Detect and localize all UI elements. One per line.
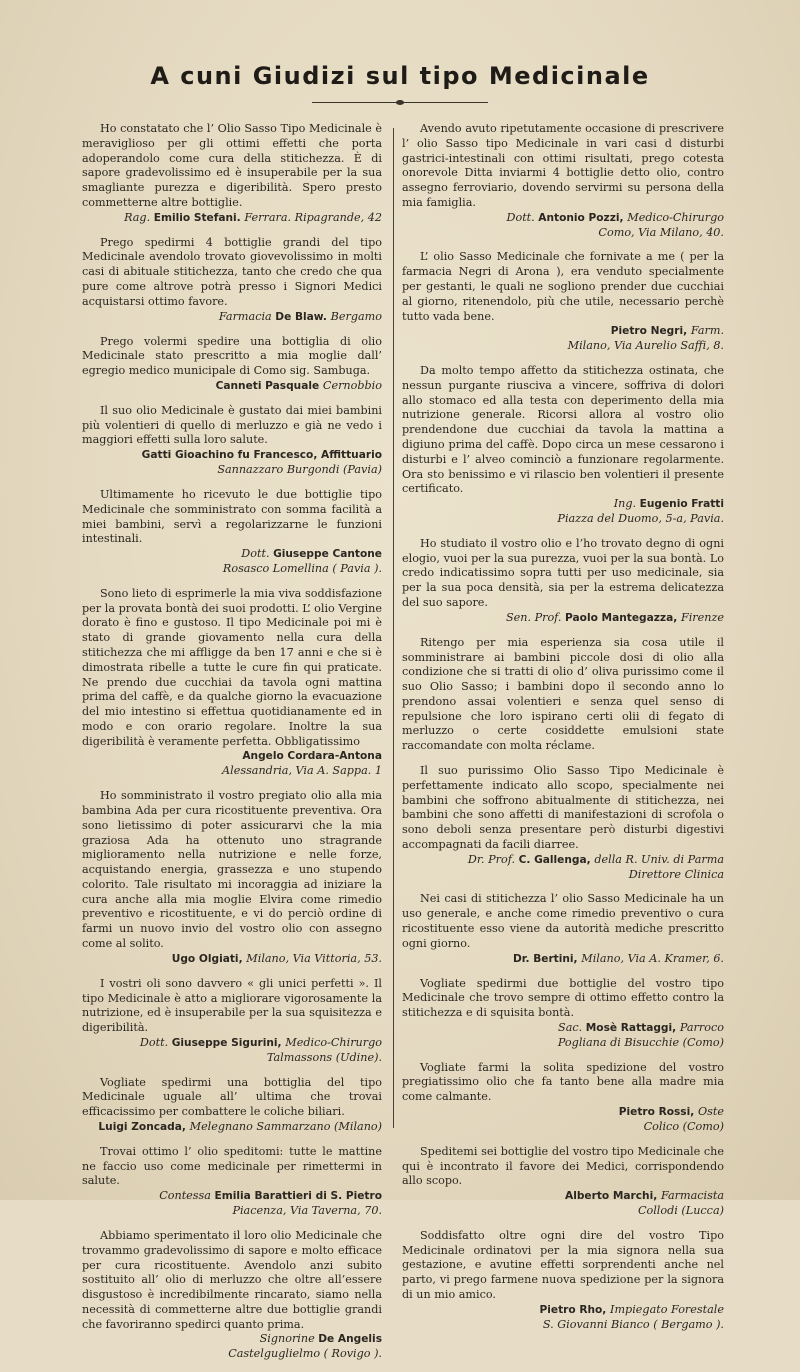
signature-name: Gatti Gioachino fu Francesco, Affittuario [141, 449, 382, 462]
testimonial-signature [402, 1189, 724, 1204]
signature-location: Piacenza, Via Taverna, 70. [232, 1204, 382, 1218]
signature-location: Castelguglielmo ( Rovigo ). [228, 1347, 382, 1361]
testimonial-signature [82, 448, 382, 463]
testimonial-text: Ho studiato il vostro olio e l’ho trovato degno di ogni elogio, vuoi per la sua purezza, vuoi per la sua bontà. Lo credo indicatissimo sopra tutti per uso medicinale, sia per la sua poca densità, sia per la estrema delicatezza del suo sapore. [402, 536, 724, 609]
signature-name: Giuseppe Cantone [273, 548, 382, 561]
testimonial-signature [402, 611, 724, 626]
signature-name: Giuseppe Sigurini, [171, 1036, 286, 1049]
signature-prefix: Dott. [506, 210, 539, 224]
testimonial-entry [402, 1145, 724, 1219]
testimonial-signature [82, 1120, 382, 1135]
signature-prefix: Farmacia [218, 309, 276, 323]
signature-name: Pietro Negri, [610, 325, 691, 338]
signature-name: Eugenio Fratti [639, 498, 724, 511]
testimonial-signature [82, 547, 382, 562]
signature-name: Pietro Rho, [539, 1303, 611, 1316]
testimonial-signature [82, 379, 382, 394]
signature-suffix: Cernobbio [322, 378, 382, 392]
left-column [82, 122, 382, 1372]
testimonial-text: Avendo avuto ripetutamente occasione di prescrivere l’ olio Sasso tipo Medicinale in vari casi d disturbi gastrici-intestinali con ottimi risultati, prego cotesta onorevole Ditta inviarmi 4 bottiglie detto olio, contro assegno ferroviario, dovendo servirmi su persona della mia famiglia. [402, 122, 724, 209]
testimonial-entry [402, 1061, 724, 1135]
testimonial-entry [82, 587, 382, 779]
testimonial-entry [82, 488, 382, 577]
testimonial-text: Da molto tempo affetto da stitichezza ostinata, che nessun purgante riusciva a vincere, soffriva di dolori allo stomaco ed alla testa con deperimento della mia nutrizione generale. Ricorsi allora al vostro olio prendendone due cucchiai da tavola la mattina a digiuno prima del caffè. Dopo circa un mese cessarono i disturbi e l’ alveo cominciò a funzionare regolarmente. Ora sto benissimo e vi rilascio ben volentieri il presente certificato. [402, 364, 724, 496]
signature-location: Sannazzaro Burgondi (Pavia) [217, 463, 382, 477]
signature-name: Emilia Barattieri di S. Pietro [214, 1190, 382, 1203]
testimonial-text: Ho somministrato il vostro pregiato olio alla mia bambina Ada per cura ricostituente preventiva. Ora sono lietissimo di poter assicurarvi che la mia graziosa Ada ha ottenuto uno stragrande miglioramento nella nutrizione e nelle forze, acquistando energia, grassezza e uno stupendo colorito. Tale risultato mi incoraggia ad iniziare la cura anche alla mia moglie Elvira come rimedio preventivo e ricostituente, e vi do perciò ordine di farmi un nuovo invio del vostro olio con assegno come al solito. [82, 789, 382, 950]
signature-name: Canneti Pasquale [215, 379, 323, 392]
testimonial-text: Il suo purissimo Olio Sasso Tipo Medicinale è perfettamente indicato allo scopo, specialmente nei bambini che soffrono abitualmente di stitichezza, nei bambini che sono affetti di manifestazioni di scrofola o sono deboli senza presentare però disturbi digestivi accompagnati da facili diarree. [402, 764, 724, 851]
signature-suffix: Milano, Via Vittoria, 53. [246, 951, 382, 965]
testimonial-text: I vostri oli sono davvero « gli unici perfetti ». Il tipo Medicinale è atto a migliorare vigorosamente la nutrizione, ed è insuperabile per la sua squisitezza e digeribilità. [82, 976, 382, 1035]
testimonial-text: Ho constatato che l’ Olio Sasso Tipo Medicinale è meraviglioso per gli ottimi effetti che porta adoperandolo come cura della stitichezza. È di sapore gradevolissimo ed è insuperabile per la sua smagliante purezza e digeribilità. Spero presto commetterne altre bottiglie. [82, 122, 382, 209]
signature-suffix: Impiegato Forestale [610, 1302, 724, 1316]
signature-suffix: Farm. [690, 324, 724, 338]
signature-suffix: Farmacista [660, 1189, 724, 1203]
testimonial-signature [82, 1332, 382, 1347]
signature-prefix: Dott. [139, 1035, 172, 1049]
signature-name: Mosè Rattaggi, [585, 1021, 680, 1034]
testimonial-entry [402, 892, 724, 966]
testimonial-signature [402, 1021, 724, 1036]
signature-suffix: Medico-Chirurgo [285, 1035, 382, 1049]
testimonial-signature [82, 310, 382, 325]
testimonial-signature [82, 211, 382, 226]
signature-prefix: Rag. [124, 210, 154, 224]
signature-location: Alessandria, Via A. Sappa. 1 [222, 764, 382, 778]
testimonial-text: Soddisfatto oltre ogni dire del vostro Tipo Medicinale ordinatovi per la mia signora nella sua gestazione, e avutine effetti sorprendenti anche nel parto, vi prego farmene nuova spedizione per la signora di un mio amico. [402, 1228, 724, 1301]
signature-name: De Blaw. [275, 310, 331, 323]
testimonial-entry [402, 977, 724, 1051]
testimonial-entry [402, 1229, 724, 1333]
signature-location: Piazza del Duomo, 5-a, Pavia. [557, 512, 724, 526]
testimonial-entry [82, 1145, 382, 1219]
title-ornament-rule [312, 100, 488, 106]
testimonial-entry [82, 404, 382, 478]
testimonial-signature [402, 211, 724, 226]
testimonial-signature [82, 749, 382, 764]
testimonial-signature [82, 952, 382, 967]
testimonial-text: Vogliate farmi la solita spedizione del vostro pregiatissimo olio che fa tanto bene alla madre mia come calmante. [402, 1060, 724, 1104]
testimonial-signature [82, 1189, 382, 1204]
testimonial-text: Vogliate spedirmi una bottiglia del tipo Medicinale uguale all’ ultima che trovai efficacissimo per combattere le coliche biliari. [82, 1075, 382, 1119]
testimonial-entry [402, 537, 724, 626]
signature-name: C. Gallenga, [518, 853, 595, 866]
signature-prefix: Dott. [241, 547, 274, 561]
testimonial-text: Vogliate spedirmi due bottiglie del vostro tipo Medicinale che trovo sempre di ottimo effetto contro la stitichezza e di squisita bontà. [402, 976, 724, 1020]
testimonial-entry [82, 236, 382, 325]
testimonial-text: Prego volermi spedire una bottiglia di olio Medicinale stato prescritto a mia moglie dall’ egregio medico municipale di Como sig. Sambuga. [82, 334, 382, 378]
signature-prefix: Dr. Prof. [467, 852, 519, 866]
signature-suffix: Melegnano Sammarzano (Milano) [189, 1119, 382, 1133]
testimonial-entry [82, 335, 382, 394]
signature-name: De Angelis [318, 1333, 382, 1346]
testimonial-signature [402, 324, 724, 339]
signature-location: Collodi (Lucca) [637, 1204, 724, 1218]
signature-suffix: Parroco [679, 1020, 724, 1034]
column-divider [393, 128, 394, 1128]
testimonial-entry [82, 1076, 382, 1135]
testimonial-entry [402, 250, 724, 354]
testimonial-entry [82, 1229, 382, 1362]
testimonial-signature [82, 1036, 382, 1051]
signature-prefix: Contessa [159, 1189, 215, 1203]
signature-suffix: Ferrara. Ripagrande, 42 [244, 210, 382, 224]
testimonial-entry [402, 364, 724, 527]
testimonial-entry [402, 764, 724, 882]
signature-location: Rosasco Lomellina ( Pavia ). [222, 562, 382, 576]
signature-name: Angelo Cordara-Antona [242, 750, 382, 763]
testimonial-entry [402, 636, 724, 754]
signature-name: Antonio Pozzi, [538, 211, 628, 224]
signature-location: Milano, Via Aurelio Saffi, 8. [567, 339, 724, 353]
testimonial-signature [402, 497, 724, 512]
signature-name: Pietro Rossi, [618, 1105, 698, 1118]
signature-suffix: della R. Univ. di Parma [594, 852, 724, 866]
testimonial-text: Sono lieto di esprimerle la mia viva soddisfazione per la provata bontà dei suoi prodotti. L’ olio Vergine dorato è fino e gustoso. Il tipo Medicinale poi mi è stato di grande giovamento nella cura della stitichezza che mi affligge da ben 17 anni e che si è dimostrata ribelle a tutte le cure fin qui praticate. Ne prendo due cucchiai da tavola ogni mattina prima del caffè, e da qualche giorno la evacuazione del mio intestino si effettua quotidianamente ed in modo e con orario regolare. Inoltre la sua digeribilità è veramente perfetta. Obbligatissimo [82, 586, 382, 748]
testimonial-text: Il suo olio Medicinale è gustato dai miei bambini più volentieri di quello di merluzzo e già ne vedo i maggiori effetti sulla loro salute. [82, 403, 382, 447]
signature-name: Alberto Marchi, [565, 1190, 661, 1203]
signature-suffix: Bergamo [330, 309, 382, 323]
signature-location: Direttore Clinica [628, 867, 724, 881]
testimonial-entry [82, 789, 382, 967]
signature-prefix: Sac. [558, 1020, 586, 1034]
testimonial-entry [82, 122, 382, 226]
testimonial-text: Abbiamo sperimentato il loro olio Medicinale che trovammo gradevolissimo di sapore e molto efficace per cura ricostituente. Avendolo anzi subito sostituito all’ olio di merluzzo che oltre all’essere disgustoso è incredibilmente rincarato, siamo nella necessità di commetterne altre due bottiglie grandi che favoriranno spedirci quanto prima. [82, 1229, 382, 1331]
testimonial-signature [402, 1303, 724, 1318]
testimonial-text: Ritengo per mia esperienza sia cosa utile il somministrare ai bambini piccole dosi di olio alla condizione che si tratti di olio d’ oliva purissimo come il suo Olio Sasso; i bambini dopo il secondo anno lo prendono assai volentieri e senza quel senso di repulsione che loro ispirano certi olii di fegato di merluzzo o certe cosiddette emulsioni state raccomandate con molta réclame. [402, 635, 724, 753]
testimonial-text: Prego spedirmi 4 bottiglie grandi del tipo Medicinale avendolo trovato giovevolissimo in molti casi di abituale stitichezza, tanto che credo che qua pure come altrove potrà presso i Signori Medici acquistarsi ottimo favore. [82, 235, 382, 308]
signature-location: Talmassons (Udine). [266, 1050, 382, 1064]
testimonial-text: Ultimamente ho ricevuto le due bottiglie tipo Medicinale che somministrato con somma facilità a miei bambini, servì a regolarizzarne le funzioni intestinali. [82, 487, 382, 546]
testimonial-text: Nei casi di stitichezza l’ olio Sasso Medicinale ha un uso generale, e anche come rimedio preventivo o cura ricostituente esso viene da autorità mediche prescritto ogni giorno. [402, 892, 724, 950]
right-column [402, 122, 724, 1342]
testimonial-text: Speditemi sei bottiglie del vostro tipo Medicinale che qui è incontrato il favore dei Medici, corrispondendo allo scopo. [402, 1144, 724, 1188]
signature-name: Ugo Olgiati, [171, 952, 247, 965]
signature-location: Como, Via Milano, 40. [598, 225, 724, 239]
page-title: A cuni Giudizi sul tipo Medicinale [150, 62, 650, 90]
signature-suffix: Medico-Chirurgo [627, 210, 724, 224]
testimonial-signature [402, 952, 724, 967]
testimonial-entry [82, 977, 382, 1066]
signature-name: Emilio Stefani. [153, 211, 245, 224]
signature-suffix: Firenze [680, 610, 724, 624]
signature-prefix: Signorine [259, 1332, 319, 1346]
signature-location: Pogliana di Bisucchie (Como) [557, 1035, 724, 1049]
signature-name: Dr. Bertini, [512, 952, 582, 965]
testimonial-entry [402, 122, 724, 240]
signature-location: Colico (Como) [643, 1119, 724, 1133]
signature-suffix: Milano, Via A. Kramer, 6. [581, 951, 724, 965]
signature-suffix: Oste [697, 1104, 724, 1118]
signature-prefix: Ing. [613, 497, 640, 511]
signature-prefix: Sen. Prof. [505, 610, 566, 624]
testimonial-signature [402, 1105, 724, 1120]
signature-name: Luigi Zoncada, [98, 1120, 190, 1133]
signature-location: S. Giovanni Bianco ( Bergamo ). [542, 1317, 724, 1331]
testimonial-signature [402, 853, 724, 868]
testimonial-text: Trovai ottimo l’ olio speditomi: tutte le mattine ne faccio uso come medicinale per rimettermi in salute. [82, 1144, 382, 1188]
ornament-dot [396, 100, 404, 105]
testimonial-text: L’ olio Sasso Medicinale che fornivate a me ( per la farmacia Negri di Arona ), era venduto specialmente per gestanti, le quali ne sogliono prender due cucchiai al giorno, ritenendolo, più che utile, necessario perchè tutto vada bene. [402, 250, 724, 323]
signature-name: Paolo Mantegazza, [565, 611, 681, 624]
